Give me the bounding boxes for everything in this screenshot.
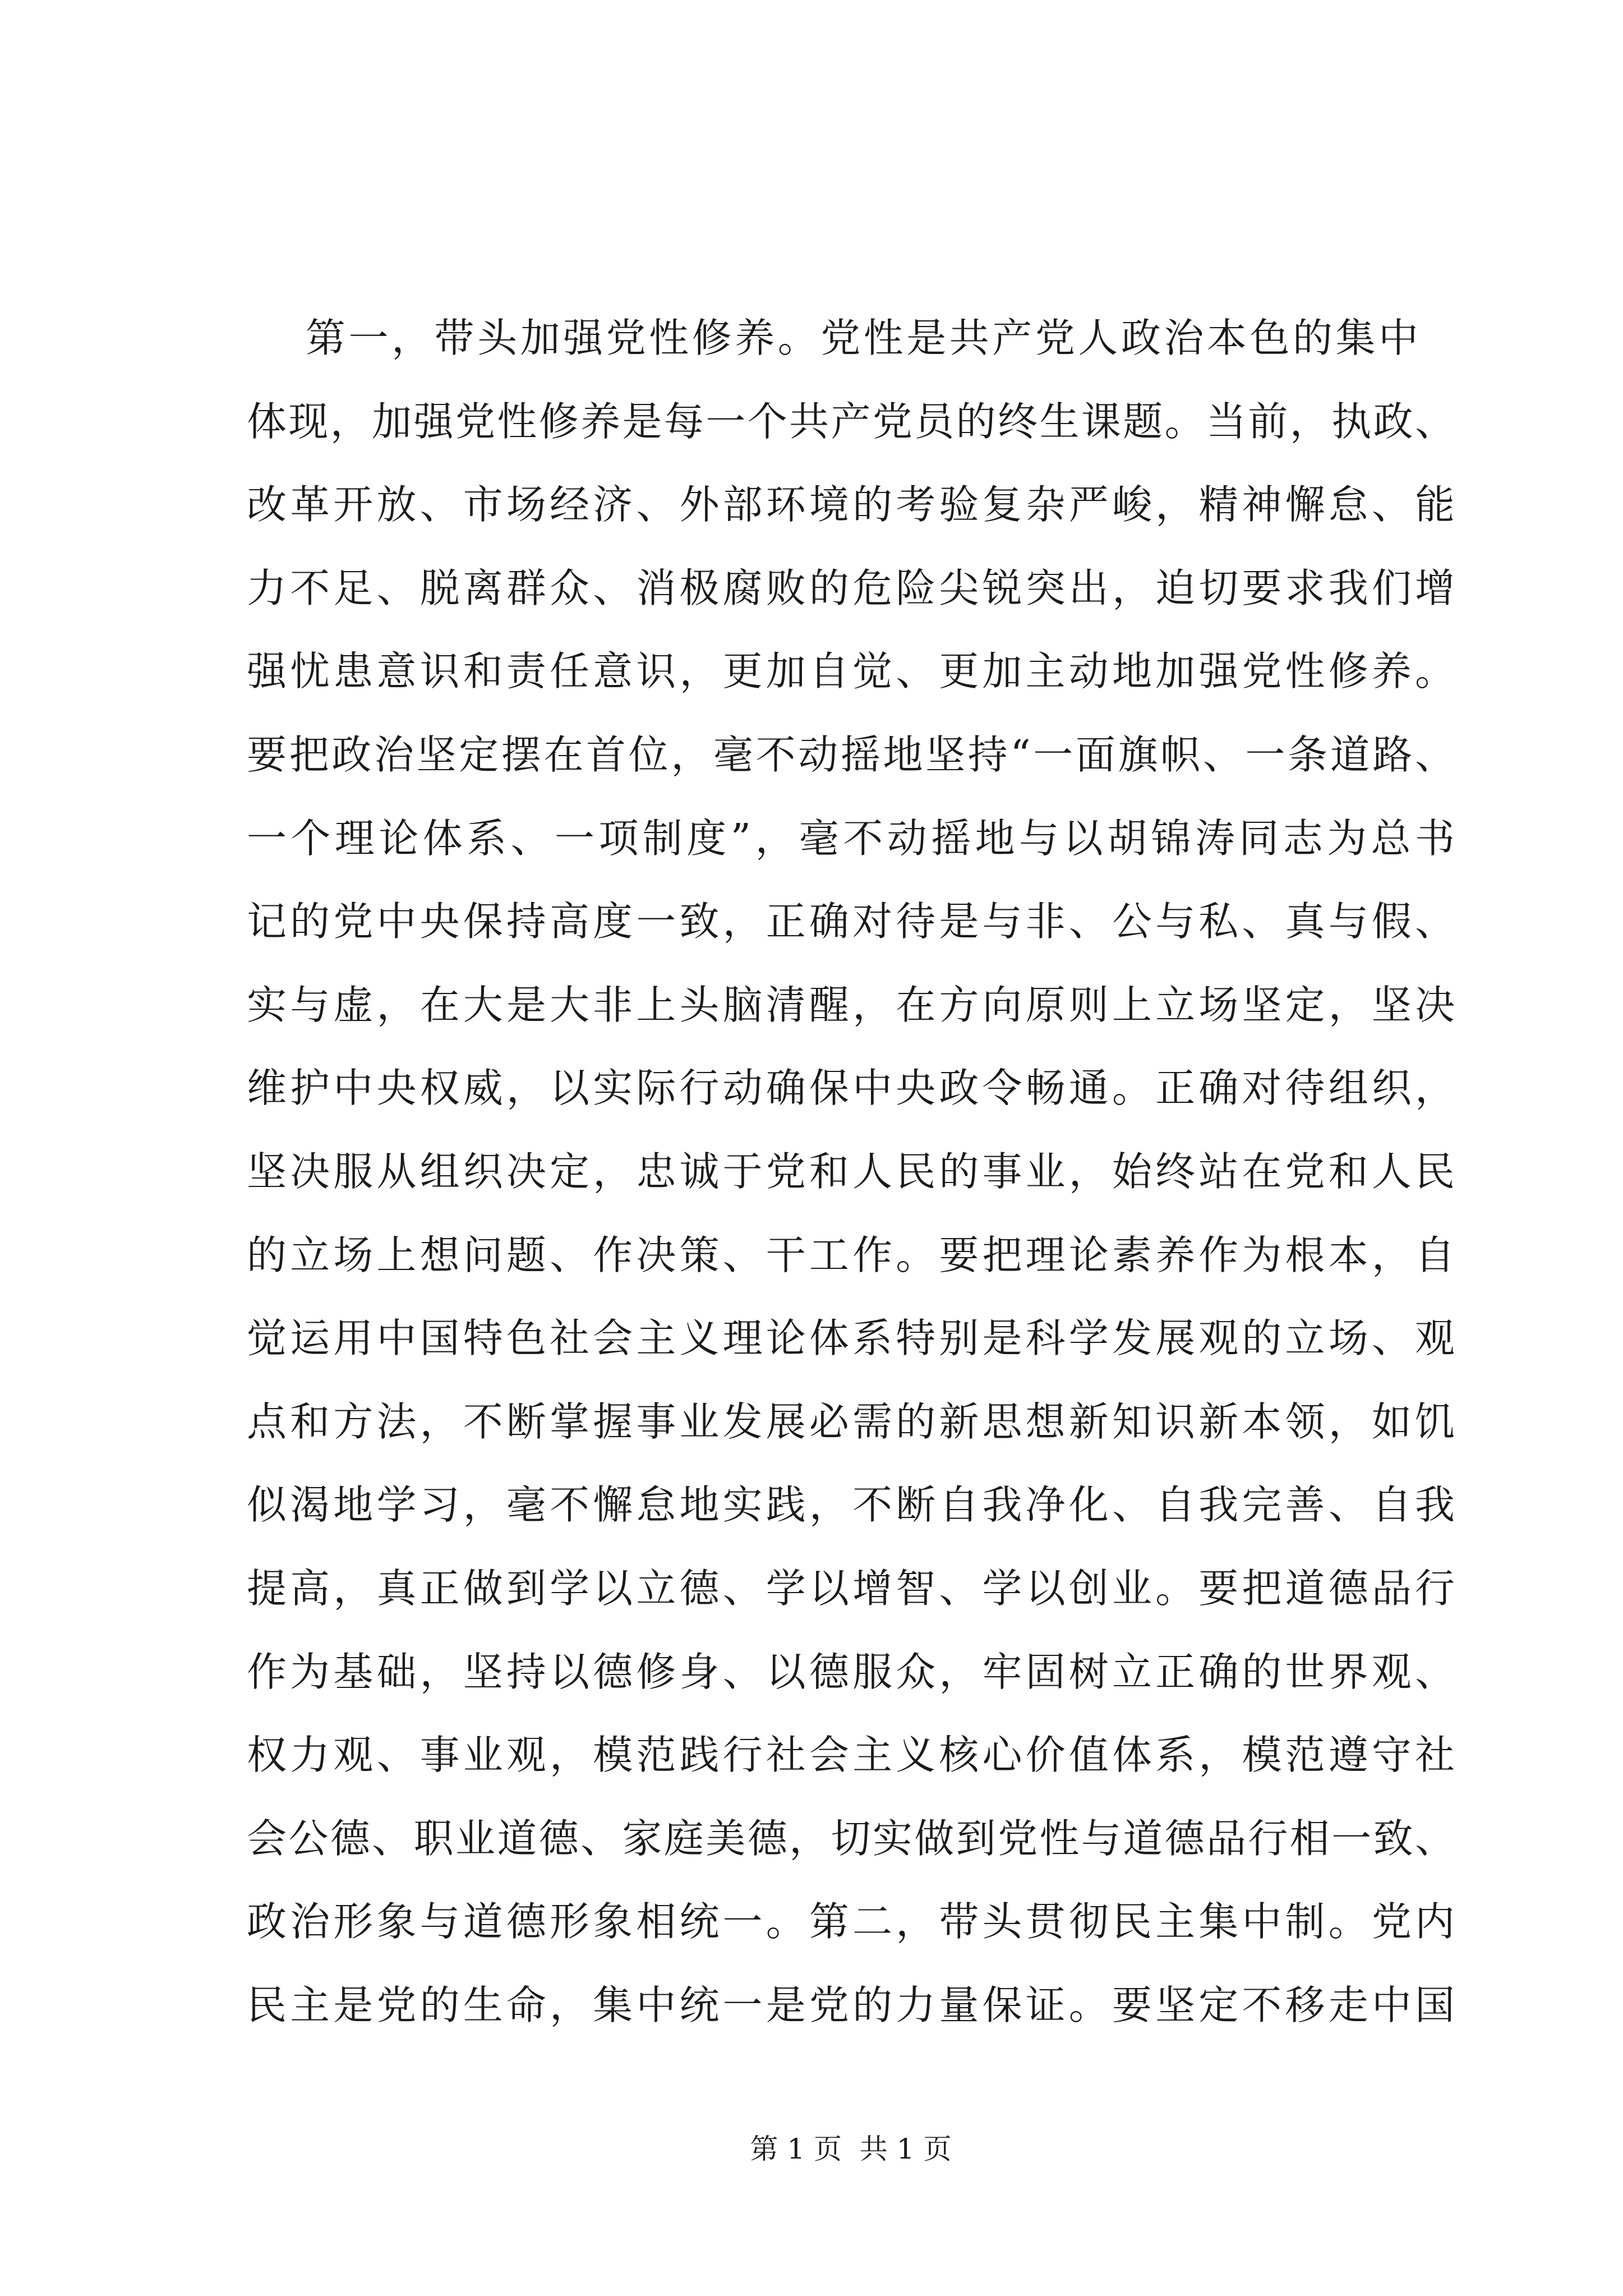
text-line: 体现，加强党性修养是每一个共产党员的终生课题。当前，执政、 — [247, 398, 1455, 445]
text-line: 维护中央权威，以实际行动确保中央政令畅通。正确对待组织， — [247, 1065, 1455, 1112]
text-line: 第一，带头加强党性修养。党性是共产党人政治本色的集中 — [306, 315, 1418, 361]
text-line: 坚决服从组织决定，忠诚于党和人民的事业，始终站在党和人民 — [247, 1148, 1455, 1195]
text-line: 力不足、脱离群众、消极腐败的危险尖锐突出，迫切要求我们增 — [247, 564, 1455, 611]
text-line: 一个理论体系、一项制度”，毫不动摇地与以胡锦涛同志为总书 — [247, 815, 1455, 862]
text-line: 要把政治坚定摆在首位，毫不动摇地坚持“一面旗帜、一条道路、 — [247, 731, 1455, 778]
text-line: 会公德、职业道德、家庭美德，切实做到党性与道德品行相一致、 — [247, 1815, 1455, 1862]
text-line: 的立场上想问题、作决策、干工作。要把理论素养作为根本，自 — [247, 1231, 1455, 1278]
text-line: 作为基础，坚持以德修身、以德服众，牢固树立正确的世界观、 — [247, 1648, 1455, 1695]
text-line: 提高，真正做到学以立德、学以增智、学以创业。要把道德品行 — [247, 1565, 1455, 1612]
text-line: 觉运用中国特色社会主义理论体系特别是科学发展观的立场、观 — [247, 1315, 1455, 1362]
text-line: 强忧患意识和责任意识，更加自觉、更加主动地加强党性修养。 — [247, 648, 1455, 695]
text-line: 民主是党的生命，集中统一是党的力量保证。要坚定不移走中国 — [247, 1981, 1455, 2028]
text-line: 权力观、事业观，模范践行社会主义核心价值体系，模范遵守社 — [247, 1732, 1455, 1779]
text-line: 改革开放、市场经济、外部环境的考验复杂严峻，精神懈怠、能 — [247, 481, 1455, 528]
text-line: 实与虚，在大是大非上头脑清醒，在方向原则上立场坚定，坚决 — [247, 981, 1455, 1028]
text-line: 似渴地学习，毫不懈怠地实践，不断自我净化、自我完善、自我 — [247, 1481, 1455, 1529]
text-line: 政治形象与道德形象相统一。第二，带头贯彻民主集中制。党内 — [247, 1898, 1455, 1945]
page-number-footer: 第 1 页 共 1 页 — [750, 2133, 952, 2165]
text-line: 点和方法，不断掌握事业发展必需的新思想新知识新本领，如饥 — [247, 1398, 1455, 1445]
document-body — [247, 297, 1455, 2047]
text-line: 记的党中央保持高度一致，正确对待是与非、公与私、真与假、 — [247, 898, 1455, 945]
